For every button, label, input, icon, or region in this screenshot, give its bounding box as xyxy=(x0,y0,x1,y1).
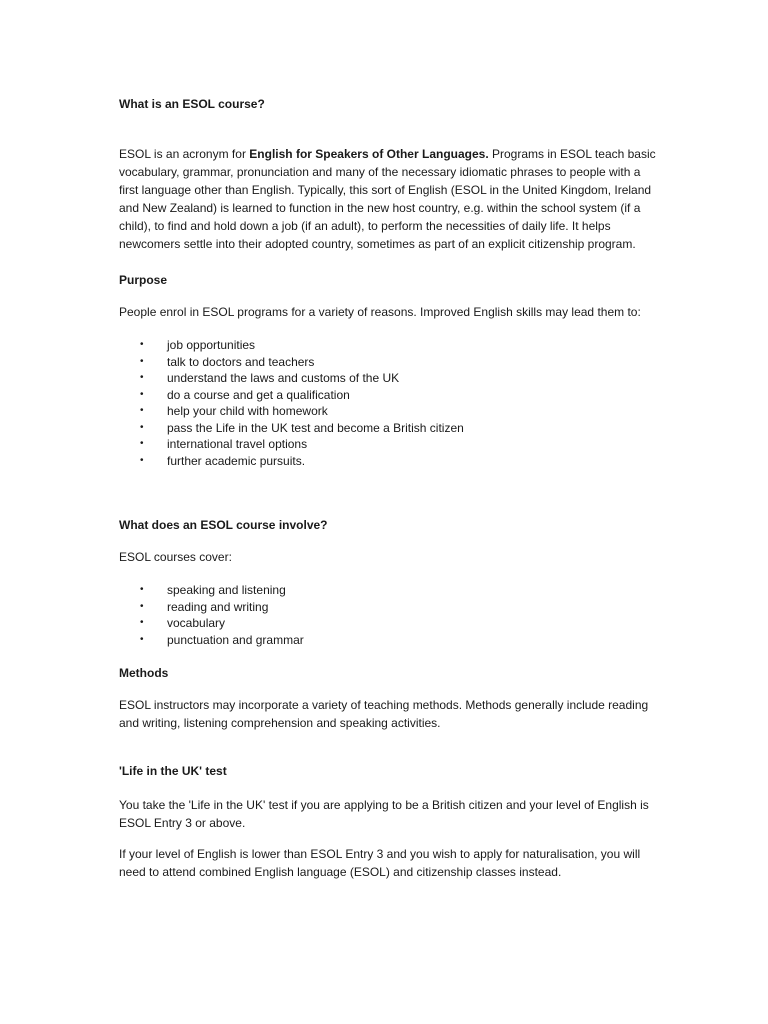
list-item-text: punctuation and grammar xyxy=(167,632,304,647)
paragraph-methods: ESOL instructors may incorporate a variety of teaching methods. Methods generally include reading and writing, listening comprehension and speaking activities. xyxy=(119,698,649,730)
list-item-text: reading and writing xyxy=(167,599,269,614)
list-item xyxy=(119,599,659,616)
bullet-icon: • xyxy=(140,454,144,466)
list-item xyxy=(119,453,659,470)
bullet-icon: • xyxy=(140,405,144,416)
bullet-icon: • xyxy=(140,388,144,400)
bullet-icon: • xyxy=(140,421,144,433)
heading-purpose: Purpose xyxy=(119,273,168,287)
paragraph-life-in-uk-test: You take the 'Life in the UK' test if you are applying to be a British citizen and your level of English is ESOL Entry 3 or above. xyxy=(119,798,649,830)
purpose-bullet-list xyxy=(119,337,659,469)
list-item-text: pass the Life in the UK test and become a British citizen xyxy=(167,420,464,435)
definition-bold-term: English for Speakers of Other Languages. xyxy=(249,147,489,161)
course-topics-list xyxy=(119,582,659,648)
list-item-text: international travel options xyxy=(167,437,308,451)
bullet-icon: • xyxy=(140,633,144,645)
bullet-icon: • xyxy=(140,355,144,367)
list-item-text: vocabulary xyxy=(167,616,226,630)
list-item xyxy=(119,403,659,420)
heading-methods: Methods xyxy=(119,666,169,680)
bullet-icon: • xyxy=(140,438,144,449)
bullet-icon: • xyxy=(140,339,144,350)
bullet-icon: • xyxy=(140,617,144,628)
list-item-text: talk to doctors and teachers xyxy=(167,354,315,369)
list-item xyxy=(119,632,659,649)
list-item xyxy=(119,387,659,404)
bullet-icon: • xyxy=(140,372,144,383)
list-item xyxy=(119,615,659,632)
bullet-icon: • xyxy=(140,600,144,612)
list-item-text: understand the laws and customs of the UK xyxy=(167,371,400,385)
paragraph-purpose: People enrol in ESOL programs for a variety of reasons. Improved English skills may lead them to: xyxy=(119,305,641,319)
list-item-text: further academic pursuits. xyxy=(167,453,306,468)
definition-lead-text: ESOL is an acronym for xyxy=(119,147,250,161)
list-item-text: job opportunities xyxy=(167,338,256,352)
list-item xyxy=(119,436,659,453)
list-item xyxy=(119,582,659,599)
list-item-text: speaking and listening xyxy=(167,583,286,597)
paragraph-naturalisation: If your level of English is lower than ESOL Entry 3 and you wish to apply for naturalisation, you will need to attend combined English language (ESOL) and citizenship classes instead. xyxy=(119,847,641,879)
list-item xyxy=(119,337,659,354)
heading-course-involve: What does an ESOL course involve? xyxy=(119,518,328,532)
heading-life-in-uk-test: 'Life in the UK' test xyxy=(119,764,227,778)
heading-what-is-esol: What is an ESOL course? xyxy=(119,97,265,111)
paragraph-esol-definition xyxy=(119,145,659,253)
list-item xyxy=(119,370,659,387)
definition-body-text: Programs in ESOL teach basic vocabulary, grammar, pronunciation and many of the necessary idiomatic phrases to people with a first language other than English. Typically, this sort of English (ESOL in the United Kingdom, Ireland and New Zealand) is learned to function in the new host country, e.g. within the school system (if a child), to find and hold down a job (if an adult), to perform the necessities of daily life. It helps newcomers settle into their adopted country, sometimes as part of an explicit citizenship program. xyxy=(119,147,656,251)
list-item xyxy=(119,354,659,371)
list-item xyxy=(119,420,659,437)
paragraph-courses-cover: ESOL courses cover: xyxy=(119,550,232,564)
bullet-icon: • xyxy=(140,584,144,595)
list-item-text: help your child with homework xyxy=(167,404,328,418)
list-item-text: do a course and get a qualification xyxy=(167,387,350,402)
